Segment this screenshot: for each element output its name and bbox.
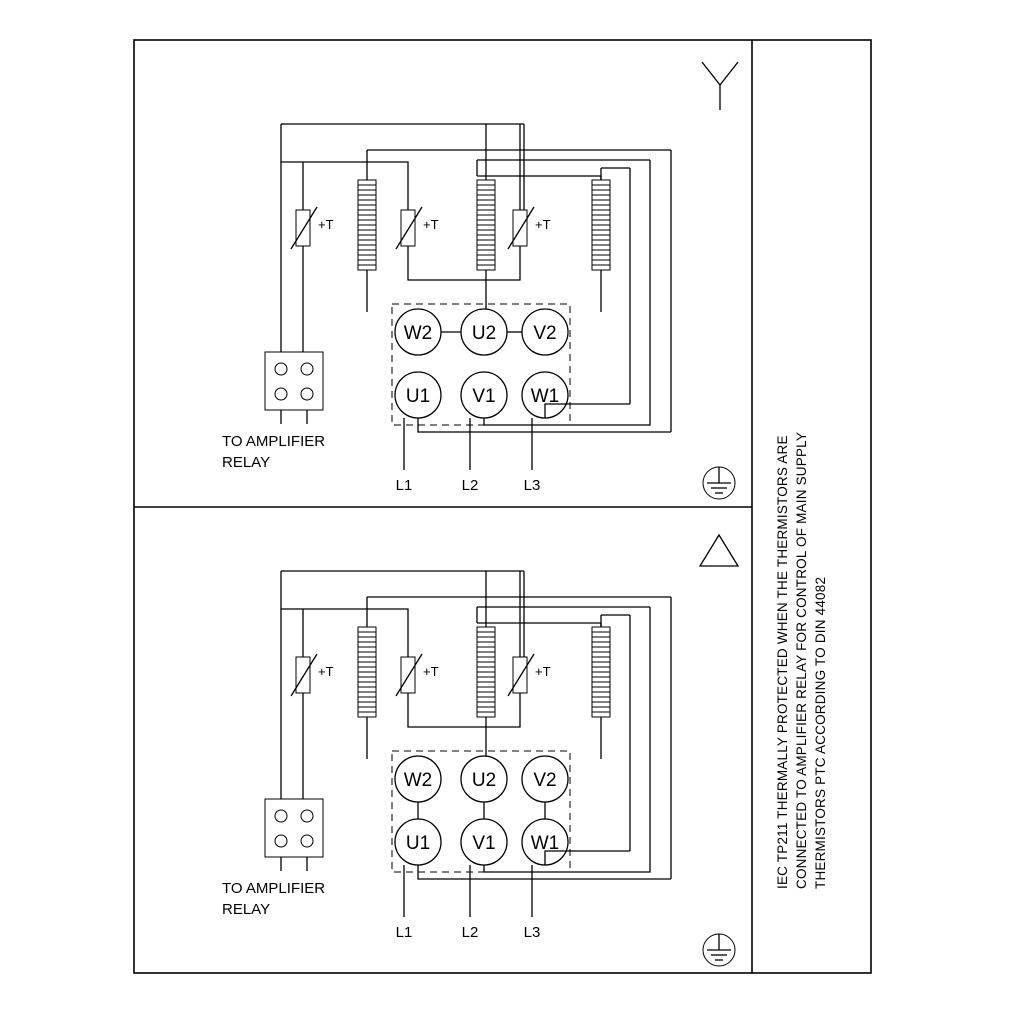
supply-label-l3: L3	[523, 477, 541, 494]
thermistor-1	[291, 194, 317, 262]
supply-label-l3: L3	[523, 924, 541, 941]
terminal-label-u2: U2	[471, 323, 497, 344]
supply-label-l1: L1	[395, 924, 413, 941]
side-note	[775, 432, 828, 889]
side-note-line-2: CONNECTED TO AMPLIFIER RELAY FOR CONTROL OF MAIN SUPPLY	[794, 431, 809, 889]
delta-triangle-symbol	[700, 535, 738, 566]
thermistor-1	[291, 641, 317, 709]
amplifier-label-line2: RELAY	[222, 901, 271, 918]
thermistor-label-1: +T	[318, 217, 334, 232]
side-note-line-3: THERMISTORS PTC ACCORDING TO DIN 44082	[813, 576, 828, 889]
coil-1	[358, 150, 376, 312]
amplifier-terminal-block	[265, 352, 323, 424]
thermistor-label-2: +T	[423, 217, 439, 232]
earth-ground-symbol	[703, 934, 735, 966]
star-wye-symbol	[702, 62, 738, 110]
thermistor-label-1: +T	[318, 664, 334, 679]
side-note-line-1: IEC TP211 THERMALLY PROTECTED WHEN THE THERMISTORS ARE	[775, 435, 790, 889]
terminal-label-u2: U2	[471, 770, 497, 791]
thermistor-2	[396, 641, 422, 709]
delta-bridge-links	[418, 802, 545, 819]
supply-label-l1: L1	[395, 477, 413, 494]
terminal-label-v1: V1	[472, 386, 496, 407]
amplifier-label-line1: TO AMPLIFIER	[222, 433, 326, 450]
terminal-label-u1: U1	[405, 833, 431, 854]
coil-3	[592, 176, 610, 312]
thermistor-label-3: +T	[535, 664, 551, 679]
thermistor-label-3: +T	[535, 217, 551, 232]
panel-star	[222, 62, 738, 499]
panel-delta	[222, 535, 738, 966]
thermistor-3	[508, 641, 534, 709]
thermistor-3	[508, 194, 534, 262]
earth-ground-symbol	[703, 467, 735, 499]
terminal-label-v1: V1	[472, 833, 496, 854]
thermistor-label-2: +T	[423, 664, 439, 679]
terminal-label-w2: W2	[403, 323, 433, 344]
coil-1	[358, 597, 376, 759]
terminal-label-u1: U1	[405, 386, 431, 407]
terminal-label-w1: W1	[530, 833, 560, 854]
amplifier-label-line1: TO AMPLIFIER	[222, 880, 326, 897]
coil-3	[592, 623, 610, 759]
supply-label-l2: L2	[461, 924, 479, 941]
terminal-label-v2: V2	[533, 323, 557, 344]
amplifier-label-line2: RELAY	[222, 454, 271, 471]
amplifier-terminal-block	[265, 799, 323, 871]
supply-label-l2: L2	[461, 477, 479, 494]
terminal-label-w2: W2	[403, 770, 433, 791]
terminal-label-v2: V2	[533, 770, 557, 791]
terminal-label-w1: W1	[530, 386, 560, 407]
coil-2	[477, 124, 495, 312]
coil-2	[477, 571, 495, 759]
thermistor-2	[396, 194, 422, 262]
